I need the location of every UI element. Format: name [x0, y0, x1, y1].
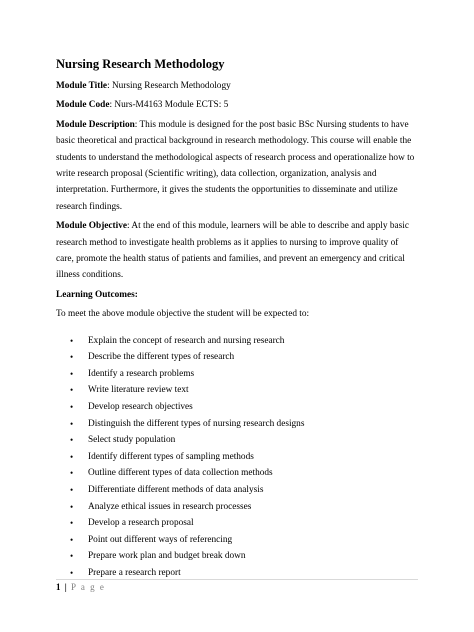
list-item	[70, 515, 418, 532]
bullet-icon: •	[70, 551, 74, 562]
outcome-text: Identify different types of sampling methods	[88, 451, 254, 462]
outcome-text: Point out different ways of referencing	[88, 534, 233, 545]
outcome-text: Describe the different types of research	[88, 352, 235, 363]
bullet-icon: •	[70, 518, 74, 529]
outcome-text: Analyze ethical issues in research processes	[88, 501, 252, 512]
bullet-icon: •	[70, 385, 74, 396]
bullet-icon: •	[70, 485, 74, 496]
list-item	[70, 532, 418, 549]
outcome-text: Select study population	[88, 435, 176, 446]
bullet-icon: •	[70, 435, 74, 446]
learning-outcomes-heading: Learning Outcomes:	[56, 289, 138, 300]
footer-separator: |	[64, 582, 67, 592]
outcome-text: Develop research objectives	[88, 402, 193, 413]
learning-outcomes-intro: To meet the above module objective the student will be expected to:	[56, 309, 310, 320]
list-item	[70, 382, 418, 399]
module-code-label: Module Code	[56, 100, 110, 111]
bullet-icon: •	[70, 418, 74, 429]
list-item	[70, 432, 418, 449]
outcome-text: Prepare a research report	[88, 568, 181, 578]
module-objective-label: Module Objective	[56, 221, 128, 232]
module-title-label: Module Title	[56, 81, 108, 91]
outcome-text: Outline different types of data collection methods	[88, 468, 273, 479]
outcome-text: Differentiate different methods of data analysis	[88, 485, 264, 496]
outcome-text: Write literature review text	[88, 385, 189, 396]
learning-outcomes-list	[56, 333, 418, 582]
outcome-text: Explain the concept of research and nursing research	[88, 335, 285, 346]
module-description	[56, 117, 418, 215]
list-item	[70, 465, 418, 482]
bullet-icon: •	[70, 451, 74, 462]
module-description-text: : This module is designed for the post basic BSc Nursing students to have basic theoretical and practical background in research methodology. This course will enable the students to understand the methodological aspects of research process and operationalize how to write research proposal (Scientific writing), data collection, organization, analysis and interpretation. Furthermore, it gives the students the opportunities to disseminate and utilize research findings.	[56, 119, 415, 212]
list-item	[70, 366, 418, 383]
bullet-icon: •	[70, 468, 74, 479]
learning-outcomes-heading-line	[56, 287, 418, 303]
outcome-text: Identify a research problems	[88, 368, 195, 379]
module-objective	[56, 218, 418, 284]
footer-divider	[56, 579, 418, 580]
outcome-text: Prepare work plan and budget break down	[88, 551, 246, 562]
bullet-icon: •	[70, 501, 74, 512]
bullet-icon: •	[70, 402, 74, 413]
list-item	[70, 548, 418, 565]
module-code-value: : Nurs-M4163 Module ECTS: 5	[109, 100, 229, 111]
bullet-icon: •	[70, 352, 74, 363]
module-description-label: Module Description	[56, 119, 135, 130]
outcome-text: Develop a research proposal	[88, 518, 194, 529]
bullet-icon: •	[70, 368, 74, 379]
list-item	[70, 416, 418, 433]
page-number: 1	[56, 582, 61, 592]
page-footer	[56, 582, 105, 593]
list-item	[70, 349, 418, 366]
list-item	[70, 333, 418, 350]
module-objective-text: : At the end of this module, learners will be able to describe and apply basic research method to investigate health problems as it applies to nursing to improve quality of care, promote the health status of patients and families, and prevent an emergency and critical illness conditions.	[56, 221, 409, 281]
outcome-text: Distinguish the different types of nursing research designs	[88, 418, 305, 429]
document-title: Nursing Research Methodology	[56, 57, 225, 71]
module-title-line	[56, 78, 418, 94]
bullet-icon: •	[70, 335, 74, 346]
page-label: P a g e	[70, 582, 106, 592]
bullet-icon: •	[70, 568, 74, 578]
list-item	[70, 399, 418, 416]
bullet-icon: •	[70, 534, 74, 545]
list-item	[70, 482, 418, 499]
list-item	[70, 449, 418, 466]
list-item	[70, 499, 418, 516]
module-code-line	[56, 97, 418, 113]
module-title-value: : Nursing Research Methodology	[107, 81, 231, 91]
